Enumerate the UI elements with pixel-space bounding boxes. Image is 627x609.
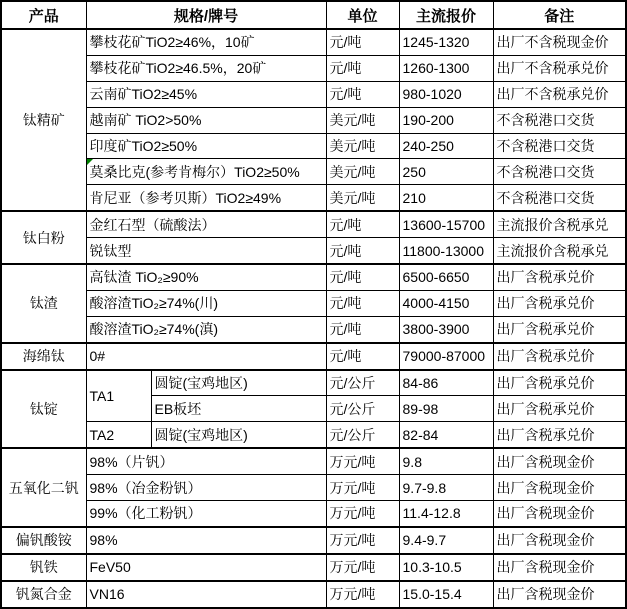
price-cell: 980-1020 [399, 81, 493, 107]
table-row [1, 501, 626, 527]
unit-cell: 元/公斤 [326, 396, 399, 422]
table-row [1, 316, 626, 342]
product-cell: 偏钒酸铵 [1, 527, 86, 554]
unit-cell: 元/吨 [326, 81, 399, 107]
price-cell: 1245-1320 [399, 29, 493, 55]
remark-cell: 出厂含税承兑价 [493, 343, 626, 370]
unit-cell: 元/吨 [326, 211, 399, 237]
table-row [1, 527, 626, 554]
price-cell: 190-200 [399, 107, 493, 133]
col-header-product: 产品 [1, 1, 86, 29]
table-row [1, 55, 626, 81]
product-cell: 钒氮合金 [1, 581, 86, 608]
table-row [1, 290, 626, 316]
col-header-remark: 备注 [493, 1, 626, 29]
remark-cell: 出厂含税承兑价 [493, 396, 626, 422]
product-cell: 钛锭 [1, 370, 86, 449]
header-row [1, 1, 626, 29]
spec-cell: 肯尼亚（参考贝斯）TiO2≥49% [86, 185, 326, 211]
table-row [1, 81, 626, 107]
table-row [1, 581, 626, 608]
remark-cell: 出厂含税承兑价 [493, 290, 626, 316]
unit-cell: 元/公斤 [326, 422, 399, 448]
unit-cell: 万元/吨 [326, 475, 399, 501]
price-cell: 79000-87000 [399, 343, 493, 370]
spec-cell: 圆锭(宝鸡地区) [151, 370, 326, 396]
price-cell: 250 [399, 159, 493, 185]
spec-cell: 攀枝花矿TiO2≥46%，10矿 [86, 29, 326, 55]
table-row [1, 448, 626, 474]
unit-cell: 美元/吨 [326, 159, 399, 185]
unit-cell: 万元/吨 [326, 581, 399, 608]
spec-cell: 0# [86, 343, 326, 370]
unit-cell: 元/吨 [326, 343, 399, 370]
table-row [1, 185, 626, 211]
price-cell: 240-250 [399, 133, 493, 159]
table-row [1, 422, 626, 448]
table-row [1, 370, 626, 396]
table-row [1, 343, 626, 370]
price-cell: 1260-1300 [399, 55, 493, 81]
price-cell: 13600-15700 [399, 211, 493, 237]
spec-cell [86, 159, 326, 185]
remark-cell: 不含税港口交货 [493, 133, 626, 159]
remark-cell: 主流报价含税承兑 [493, 238, 626, 264]
spec-text: 莫桑比克(参考肯梅尔）TiO2≥50% [89, 163, 300, 180]
cell-comment-marker-icon [87, 159, 93, 165]
spec-cell: 酸溶渣TiO₂≥74%(川) [86, 290, 326, 316]
table-row [1, 554, 626, 581]
spec-cell: 金红石型（硫酸法） [86, 211, 326, 237]
product-cell: 五氧化二钒 [1, 448, 86, 527]
remark-cell: 出厂含税承兑价 [493, 370, 626, 396]
unit-cell: 元/吨 [326, 238, 399, 264]
product-cell: 钒铁 [1, 554, 86, 581]
product-cell: 钛精矿 [1, 29, 86, 211]
spec-cell: 98% [86, 527, 326, 554]
price-cell: 9.7-9.8 [399, 475, 493, 501]
spec-cell: 圆锭(宝鸡地区) [151, 422, 326, 448]
unit-cell: 元/吨 [326, 29, 399, 55]
table-row [1, 211, 626, 237]
table-row [1, 29, 626, 55]
spec-cell: 攀枝花矿TiO2≥46.5%，20矿 [86, 55, 326, 81]
table-row [1, 475, 626, 501]
remark-cell: 出厂不含税承兑价 [493, 81, 626, 107]
unit-cell: 美元/吨 [326, 133, 399, 159]
spec-cell: 越南矿 TiO2>50% [86, 107, 326, 133]
spec-cell: 云南矿TiO2≥45% [86, 81, 326, 107]
remark-cell: 出厂含税承兑价 [493, 316, 626, 342]
remark-cell: 出厂不含税承兑价 [493, 55, 626, 81]
table-row [1, 133, 626, 159]
spec-cell: 高钛渣 TiO₂≥90% [86, 264, 326, 290]
remark-cell: 出厂含税现金价 [493, 501, 626, 527]
price-cell: 84-86 [399, 370, 493, 396]
remark-cell: 出厂含税现金价 [493, 554, 626, 581]
spec-cell: 锐钛型 [86, 238, 326, 264]
unit-cell: 美元/吨 [326, 107, 399, 133]
remark-cell: 主流报价含税承兑 [493, 211, 626, 237]
remark-cell: 出厂含税现金价 [493, 475, 626, 501]
table-row [1, 107, 626, 133]
price-cell: 10.3-10.5 [399, 554, 493, 581]
remark-cell: 出厂含税现金价 [493, 448, 626, 474]
price-cell: 9.8 [399, 448, 493, 474]
unit-cell: 万元/吨 [326, 527, 399, 554]
spec-cell: 印度矿TiO2≥50% [86, 133, 326, 159]
unit-cell: 元/吨 [326, 316, 399, 342]
col-header-unit: 单位 [326, 1, 399, 29]
price-cell: 4000-4150 [399, 290, 493, 316]
unit-cell: 万元/吨 [326, 501, 399, 527]
spec-cell: 酸溶渣TiO₂≥74%(滇) [86, 316, 326, 342]
spec-cell: 99%（化工粉钒） [86, 501, 326, 527]
product-cell: 钛白粉 [1, 211, 86, 264]
remark-cell: 出厂含税承兑价 [493, 264, 626, 290]
price-cell: 15.0-15.4 [399, 581, 493, 608]
price-cell: 11800-13000 [399, 238, 493, 264]
table-row [1, 159, 626, 185]
price-cell: 11.4-12.8 [399, 501, 493, 527]
product-cell: 海绵钛 [1, 343, 86, 370]
spec-cell: 98%（片钒） [86, 448, 326, 474]
product-cell: 钛渣 [1, 264, 86, 343]
table-row [1, 264, 626, 290]
spec-cell: EB板坯 [151, 396, 326, 422]
spec-cell: FeV50 [86, 554, 326, 581]
remark-cell: 出厂含税承兑价 [493, 422, 626, 448]
remark-cell: 出厂含税现金价 [493, 581, 626, 608]
unit-cell: 元/公斤 [326, 370, 399, 396]
table-row [1, 238, 626, 264]
remark-cell: 出厂不含税现金价 [493, 29, 626, 55]
remark-cell: 不含税港口交货 [493, 107, 626, 133]
price-cell: 6500-6650 [399, 264, 493, 290]
price-cell: 3800-3900 [399, 316, 493, 342]
spec-cell: VN16 [86, 581, 326, 608]
unit-cell: 元/吨 [326, 55, 399, 81]
remark-cell: 不含税港口交货 [493, 159, 626, 185]
unit-cell: 元/吨 [326, 264, 399, 290]
col-header-spec: 规格/牌号 [86, 1, 326, 29]
price-cell: 82-84 [399, 422, 493, 448]
unit-cell: 美元/吨 [326, 185, 399, 211]
grade-cell: TA2 [86, 422, 151, 448]
unit-cell: 元/吨 [326, 290, 399, 316]
remark-cell: 出厂含税现金价 [493, 527, 626, 554]
price-cell: 9.4-9.7 [399, 527, 493, 554]
grade-cell: TA1 [86, 370, 151, 422]
price-cell: 89-98 [399, 396, 493, 422]
spec-cell: 98%（冶金粉钒） [86, 475, 326, 501]
price-cell: 210 [399, 185, 493, 211]
remark-cell: 不含税港口交货 [493, 185, 626, 211]
unit-cell: 万元/吨 [326, 554, 399, 581]
col-header-price: 主流报价 [399, 1, 493, 29]
unit-cell: 万元/吨 [326, 448, 399, 474]
